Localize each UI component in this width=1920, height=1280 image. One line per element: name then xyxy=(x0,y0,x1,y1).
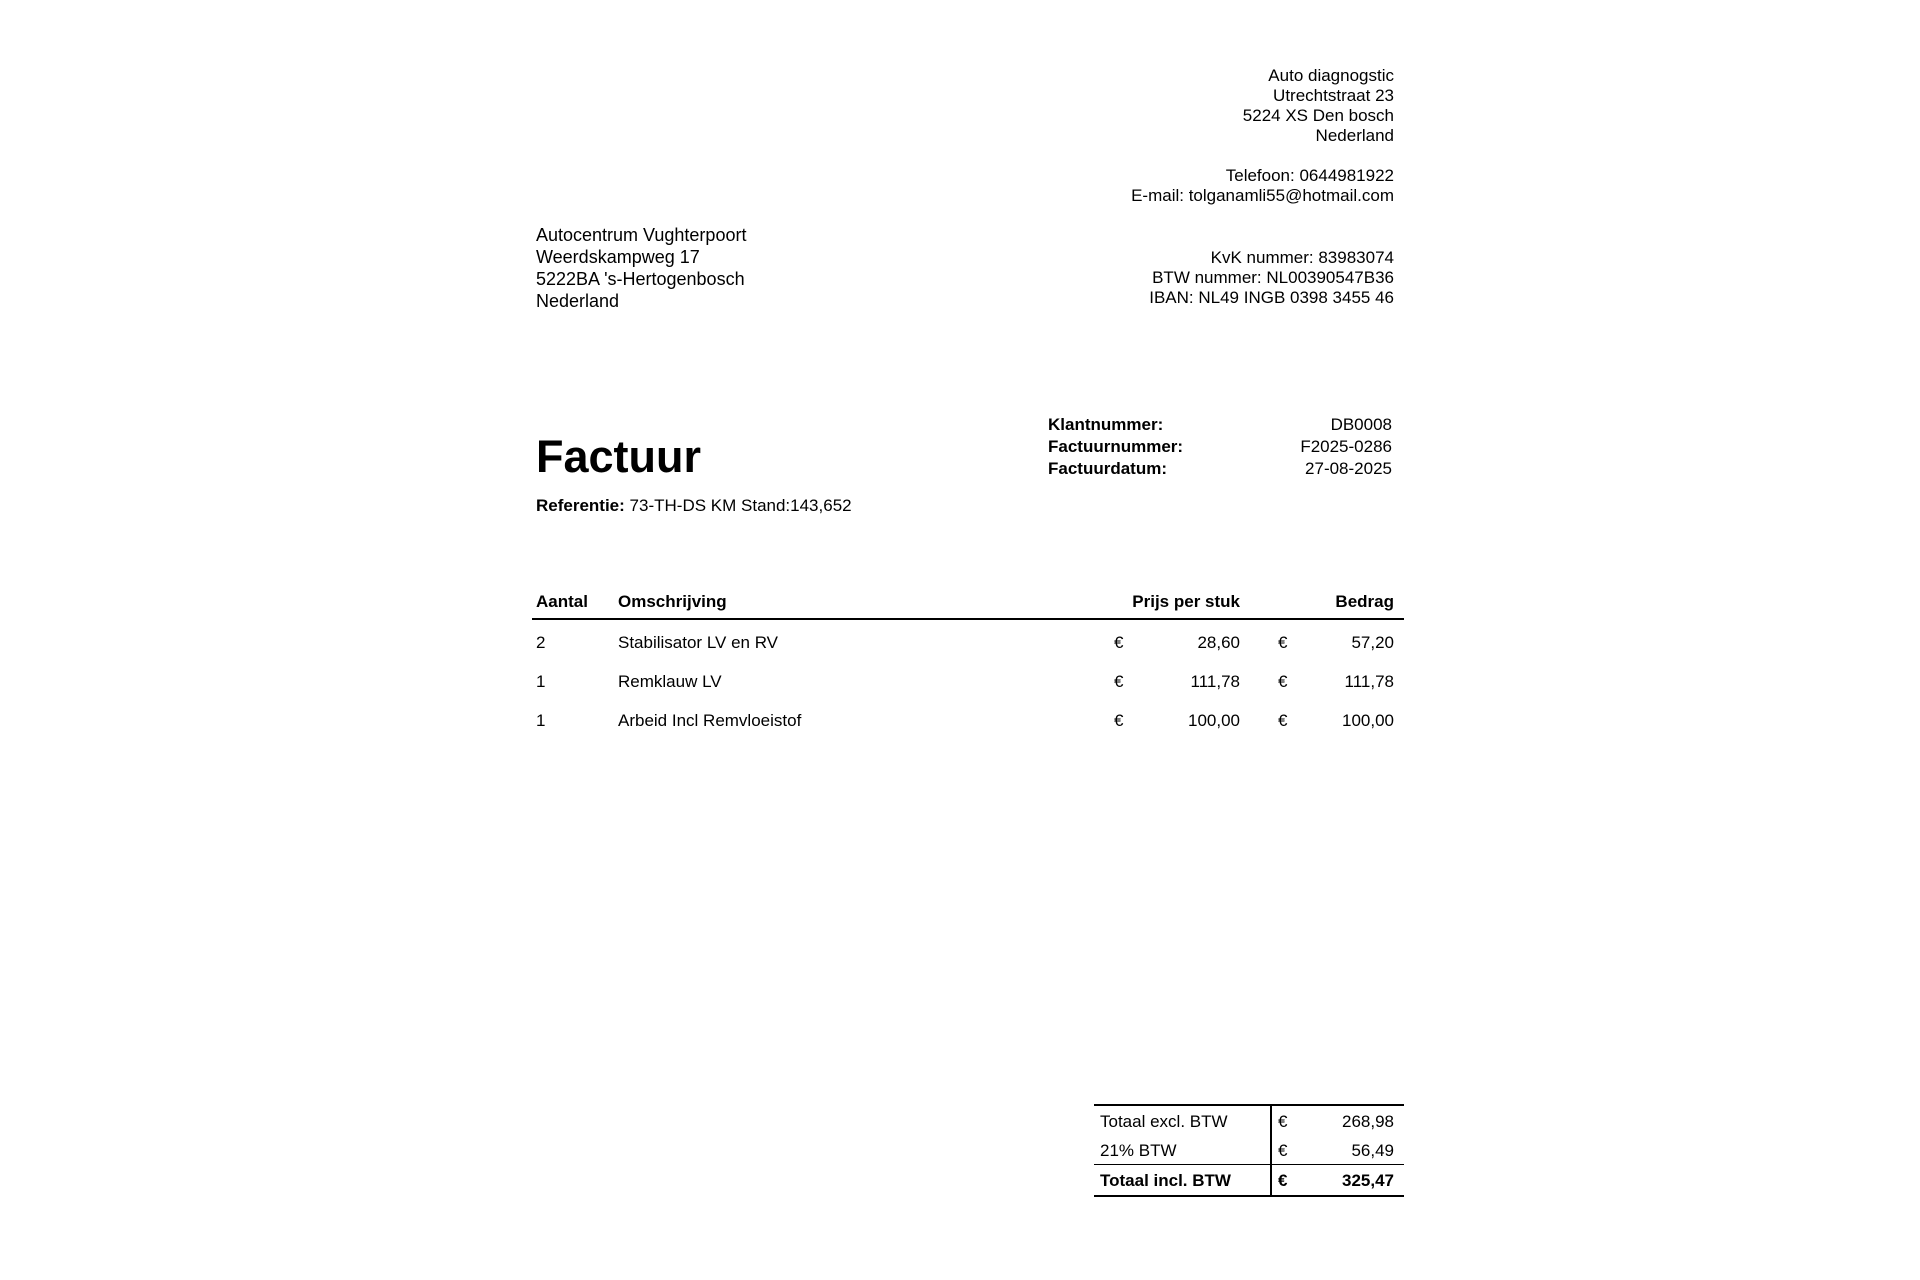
vat-value: 56,49 xyxy=(1351,1141,1394,1160)
row-qty: 1 xyxy=(536,711,546,730)
row-amount-currency: € xyxy=(1278,672,1288,691)
total-excl-vat-row xyxy=(1094,1104,1404,1135)
sender-address xyxy=(974,66,1394,206)
row-amount: 100,00 xyxy=(1342,711,1394,730)
meta-value: DB0008 xyxy=(1330,415,1392,434)
invoice-meta xyxy=(1048,414,1392,480)
table-row xyxy=(532,620,1404,659)
column-separator xyxy=(1270,1165,1272,1195)
meta-row-invoice-number xyxy=(1048,436,1392,458)
column-separator xyxy=(1270,1106,1272,1135)
row-description: Remklauw LV xyxy=(618,672,722,691)
sender-email: E-mail: tolganamli55@hotmail.com xyxy=(1131,186,1394,205)
meta-value: 27-08-2025 xyxy=(1305,459,1392,478)
row-amount: 111,78 xyxy=(1344,672,1394,691)
total-incl-currency: € xyxy=(1278,1171,1288,1190)
row-price-currency: € xyxy=(1114,633,1124,652)
meta-row-customer-number xyxy=(1048,414,1392,436)
row-price-currency: € xyxy=(1114,711,1124,730)
sender-street: Utrechtstraat 23 xyxy=(1273,86,1394,105)
column-separator xyxy=(1270,1135,1272,1164)
table-header xyxy=(532,584,1404,620)
header-unit-price: Prijs per stuk xyxy=(1132,592,1240,611)
vat-label: 21% BTW xyxy=(1100,1141,1177,1160)
row-unit-price: 100,00 xyxy=(1188,711,1240,730)
vat-currency: € xyxy=(1278,1141,1288,1160)
header-qty: Aantal xyxy=(536,592,588,611)
total-incl-value: 325,47 xyxy=(1342,1171,1394,1190)
row-price-currency: € xyxy=(1114,672,1124,691)
sender-phone: Telefoon: 0644981922 xyxy=(1225,166,1394,185)
sender-country: Nederland xyxy=(1315,126,1394,145)
row-description: Arbeid Incl Remvloeistof xyxy=(618,711,802,730)
recipient-postal-city: 5222BA 's-Hertogenbosch xyxy=(536,269,745,289)
header-amount: Bedrag xyxy=(1335,592,1394,611)
meta-value: F2025-0286 xyxy=(1300,437,1392,456)
total-excl-label: Totaal excl. BTW xyxy=(1100,1112,1228,1131)
row-description: Stabilisator LV en RV xyxy=(618,633,779,652)
iban-number: IBAN: NL49 INGB 0398 3455 46 xyxy=(1149,288,1394,307)
meta-label: Factuurdatum: xyxy=(1048,459,1167,478)
table-row xyxy=(532,659,1404,698)
total-incl-vat-row xyxy=(1094,1164,1404,1197)
sender-postal-city: 5224 XS Den bosch xyxy=(1242,106,1394,125)
recipient-name: Autocentrum Vughterpoort xyxy=(536,225,747,245)
meta-label: Factuurnummer: xyxy=(1048,437,1184,456)
row-qty: 2 xyxy=(536,633,546,652)
row-amount-currency: € xyxy=(1278,711,1288,730)
total-excl-value: 268,98 xyxy=(1342,1112,1394,1131)
invoice-title: Factuur xyxy=(536,431,702,482)
sender-name: Auto diagnogstic xyxy=(1268,66,1394,85)
row-unit-price: 111,78 xyxy=(1190,672,1240,691)
recipient-street: Weerdskampweg 17 xyxy=(536,247,700,267)
total-excl-currency: € xyxy=(1278,1112,1288,1131)
reference-value: 73-TH-DS KM Stand:143,652 xyxy=(629,496,852,515)
reference-label: Referentie: xyxy=(536,496,625,515)
meta-row-invoice-date xyxy=(1048,458,1392,480)
btw-number: BTW nummer: NL00390547B36 xyxy=(1152,268,1394,287)
total-incl-label: Totaal incl. BTW xyxy=(1100,1171,1231,1190)
row-qty: 1 xyxy=(536,672,546,691)
header-description: Omschrijving xyxy=(618,592,727,611)
meta-label: Klantnummer: xyxy=(1048,415,1164,434)
line-items-table xyxy=(532,584,1404,737)
row-unit-price: 28,60 xyxy=(1197,633,1240,652)
recipient-country: Nederland xyxy=(536,291,620,311)
company-registration xyxy=(974,248,1394,308)
row-amount: 57,20 xyxy=(1351,633,1394,652)
invoice-reference xyxy=(536,496,852,516)
table-row xyxy=(532,698,1404,737)
vat-row xyxy=(1094,1135,1404,1164)
kvk-number: KvK nummer: 83983074 xyxy=(1210,248,1394,267)
row-amount-currency: € xyxy=(1278,633,1288,652)
recipient-address xyxy=(536,224,746,312)
totals-table xyxy=(1094,1104,1404,1197)
